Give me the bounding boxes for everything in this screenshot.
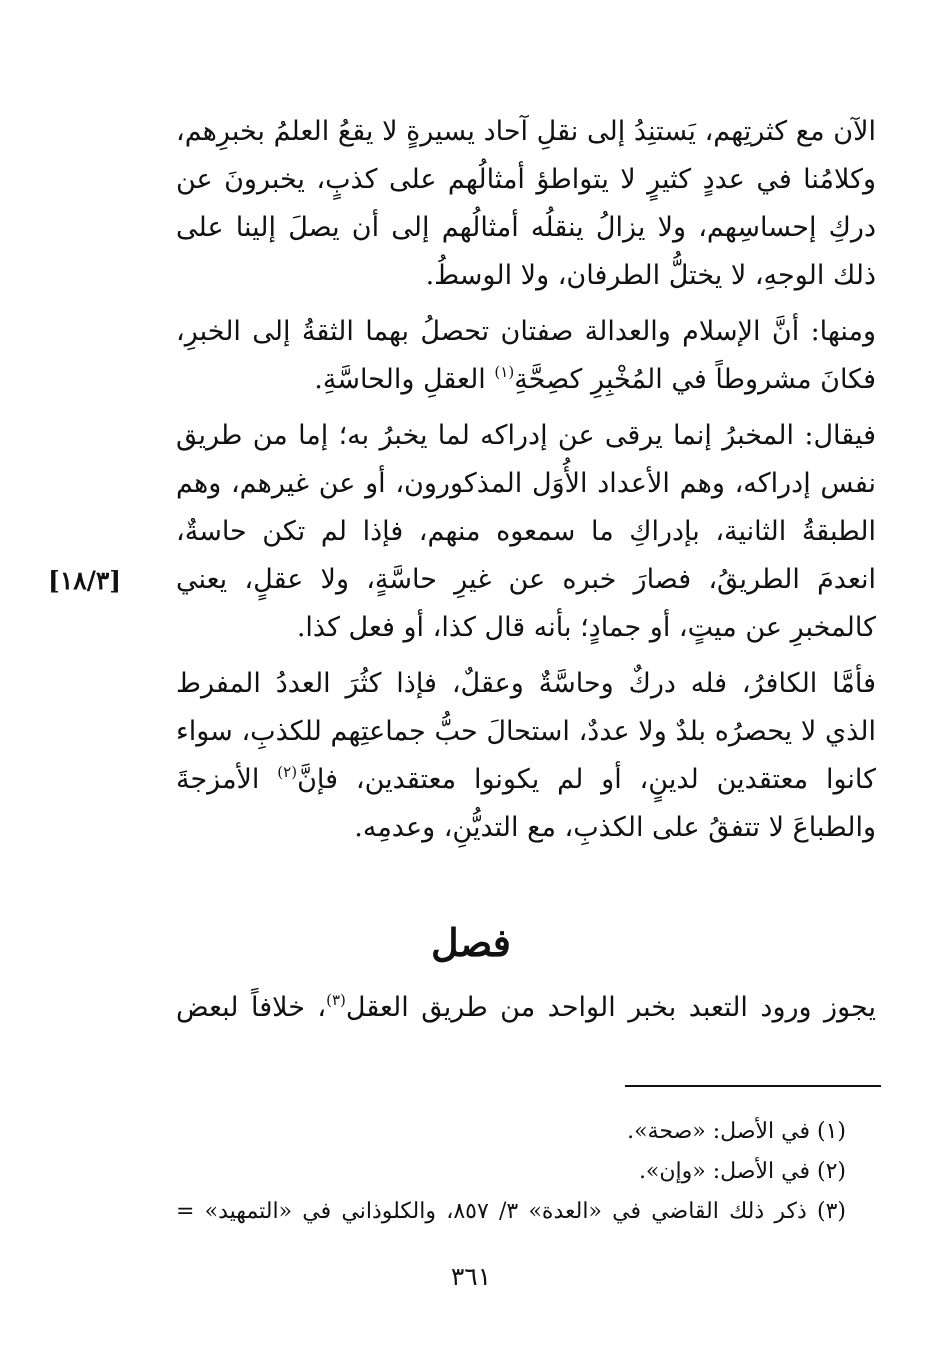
footnote-3: (٣) ذكر ذلك القاضي في «العدة» ٣/ ٨٥٧، والكلوذاني في «التمهيد» = [176,1199,847,1224]
page-number: ٣٦١ [450,1262,492,1291]
paragraph-4-text-end: الأمزجةَ والطباعَ لا تتفقُ على الكذبِ، مع التديُّنِ، وعدمِه. [176,764,876,843]
paragraph-2-text-end: العقلِ والحاسَّةِ. [314,364,495,395]
paragraph-5-text-end: ، خلافاً لبعض [176,992,327,1023]
footnote-marker-1: (١) [494,363,515,381]
paragraph-3: فيقال: المخبرُ إنما يرقى عن إدراكه لما يخبرُ به؛ إما من طريق نفس إدراكه، وهم الأعداد الأُوَل المذكورون، أو عن غيرهم، وهم الطبقةُ الثانية، بإدراكِ ما سمعوه منهم، فإذا لم تكن حاسةٌ، انعدمَ الطريقُ، فصارَ خبره عن غيرِ حاسَّةٍ، ولا عقلٍ، يعني كالمخبرِ عن ميتٍ، أو جمادٍ؛ بأنه قال كذا، أو فعل كذا. [176,420,876,643]
paragraph-2-text: ومنها: أنَّ الإسلام والعدالة صفتان تحصلُ بهما الثقةُ إلى الخبرِ، فكانَ مشروطاً في المُخْبِرِ كصِحَّةِ [176,316,876,395]
footnotes [176,1112,876,1232]
footnote-marker-2: (٢) [277,763,298,781]
paragraph-5 [176,984,876,1032]
paragraph-1: الآن مع كثرتِهم، يَستنِدُ إلى نقلِ آحاد يسيرةٍ لا يقعُ العلمُ بخبرِهم، وكلامُنا في عددٍ كثيرٍ لا يتواطؤ أمثالُهم على كذبٍ، يخبرونَ عن دركِ إحساسِهم، ولا يزالُ ينقلُه أمثالُهم إلى أن يصلَ إلينا على ذلك الوجهِ، لا يختلُّ الطرفان، ولا الوسطُ. [176,116,876,291]
paragraph-4 [176,660,876,852]
footnote-separator [625,1085,881,1087]
section-heading: فصل [431,920,511,965]
footnote-2: (٢) في الأصل: «وإن». [638,1159,846,1184]
margin-page-reference: [١٨/٣] [48,566,122,595]
footnote-marker-3: (٣) [326,991,346,1009]
footnote-1: (١) في الأصل: «صحة». [627,1119,846,1144]
paragraph-2 [176,308,876,404]
paragraph-4-text: فأمَّا الكافرُ، فله دركٌ وحاسَّةٌ وعقلٌ، فإذا كثُرَ العددُ المفرط الذي لا يحصرُه بلدٌ ولا عددٌ، استحالَ حبُّ جماعتِهم للكذبِ، سواء كانوا معتقدين لدينٍ، أو لم يكونوا معتقدين، فإنَّ [176,668,877,795]
paragraph-5-text: يجوز ورود التعبد بخبر الواحد من طريق العقل [345,992,876,1023]
